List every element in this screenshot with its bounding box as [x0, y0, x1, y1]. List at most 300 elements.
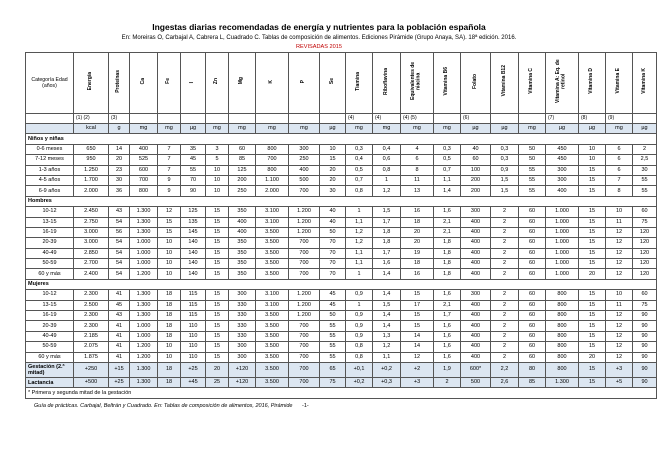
- column-header: [579, 53, 606, 114]
- table-cell: 8: [401, 165, 434, 175]
- table-cell: 800: [256, 144, 289, 154]
- table-cell: 14: [401, 342, 434, 352]
- column-header: [633, 53, 657, 114]
- table-cell: 54: [109, 238, 130, 248]
- table-cell: 1,7: [434, 311, 461, 321]
- section-header: Niños y niñas: [26, 134, 657, 144]
- table-cell: 1,1: [346, 217, 373, 227]
- table-cell: 60: [519, 352, 546, 362]
- table-cell: 2: [491, 238, 519, 248]
- table-cell: 40: [320, 217, 346, 227]
- footnote: * Primera y segunda mitad de la gestación: [26, 388, 657, 398]
- table-cell: 1.000: [546, 269, 579, 279]
- table-cell: 11: [606, 300, 633, 310]
- table-cell: 15: [206, 342, 229, 352]
- table-cell: 2,1: [434, 227, 461, 237]
- table-row: [26, 321, 657, 331]
- table-cell: 10: [320, 144, 346, 154]
- table-cell: 400: [461, 227, 491, 237]
- table-cell: +3: [401, 377, 434, 387]
- table-cell: 10: [206, 175, 229, 185]
- footer: [34, 403, 309, 409]
- table-cell: 2,1: [434, 217, 461, 227]
- table-cell: 85: [229, 155, 256, 165]
- table-cell: 1,1: [346, 248, 373, 258]
- table-cell: 1.200: [289, 217, 320, 227]
- table-cell: 1.000: [546, 259, 579, 269]
- column-header: [401, 53, 434, 114]
- table-cell: 80: [519, 362, 546, 377]
- table-cell: 300: [461, 290, 491, 300]
- table-cell: 15: [579, 321, 606, 331]
- table-cell: 1,8: [434, 238, 461, 248]
- table-cell: 400: [461, 269, 491, 279]
- table-cell: 400: [461, 248, 491, 258]
- table-cell: 300: [546, 175, 579, 185]
- table-cell: 10: [579, 144, 606, 154]
- table-cell: 2.450: [74, 207, 109, 217]
- table-cell: 9: [158, 186, 181, 196]
- table-cell: 35: [181, 144, 206, 154]
- table-cell: 70: [320, 269, 346, 279]
- table-cell: 3.100: [256, 207, 289, 217]
- table-cell: 15: [401, 321, 434, 331]
- row-label: 60 y más: [26, 269, 74, 279]
- column-header: [491, 53, 519, 114]
- table-cell: 0,9: [346, 290, 373, 300]
- table-cell: 330: [229, 331, 256, 341]
- table-cell: 90: [181, 186, 206, 196]
- table-cell: 54: [109, 217, 130, 227]
- note-cell: (3): [109, 114, 130, 124]
- column-header: [74, 53, 109, 114]
- table-cell: +45: [181, 377, 206, 387]
- table-cell: 3.500: [256, 342, 289, 352]
- unit-cell: mg: [434, 124, 461, 134]
- table-row: [26, 259, 657, 269]
- table-cell: 1.200: [130, 342, 158, 352]
- column-header-label: Fe: [165, 78, 172, 84]
- column-header-label: Vitamina D: [588, 68, 595, 94]
- table-cell: 70: [320, 248, 346, 258]
- table-cell: 0,9: [346, 311, 373, 321]
- table-cell: 15: [579, 342, 606, 352]
- table-cell: 2: [491, 311, 519, 321]
- table-cell: 90: [633, 342, 657, 352]
- table-cell: 1,2: [373, 342, 401, 352]
- table-cell: 350: [229, 207, 256, 217]
- table-cell: 1,8: [373, 238, 401, 248]
- table-cell: 41: [109, 290, 130, 300]
- table-cell: 90: [633, 352, 657, 362]
- table-cell: 1.000: [546, 227, 579, 237]
- table-cell: 60: [633, 207, 657, 217]
- table-cell: 2: [491, 269, 519, 279]
- table-cell: 1.000: [130, 259, 158, 269]
- table-cell: 90: [633, 321, 657, 331]
- units-spacer: [26, 124, 74, 134]
- table-cell: 15: [206, 217, 229, 227]
- table-cell: 2.700: [74, 259, 109, 269]
- table-cell: 400: [289, 165, 320, 175]
- table-cell: 15: [206, 311, 229, 321]
- table-cell: 15: [579, 217, 606, 227]
- table-cell: 55: [181, 165, 206, 175]
- category-header: Categoría Edad (años): [26, 53, 74, 114]
- table-cell: 15: [579, 300, 606, 310]
- table-cell: 6: [606, 144, 633, 154]
- table-cell: 60: [519, 238, 546, 248]
- row-label: 10-12: [26, 207, 74, 217]
- table-cell: 10: [606, 290, 633, 300]
- table-cell: 110: [181, 342, 206, 352]
- table-cell: 2,1: [434, 300, 461, 310]
- column-header-label: Vitamina E: [615, 68, 622, 94]
- table-cell: 54: [109, 259, 130, 269]
- table-cell: 700: [289, 342, 320, 352]
- table-cell: 700: [289, 352, 320, 362]
- table-cell: 0,9: [346, 321, 373, 331]
- table-cell: 90: [633, 331, 657, 341]
- table-row: [26, 144, 657, 154]
- table-cell: 200: [461, 186, 491, 196]
- notes-row: [26, 114, 657, 124]
- table-cell: 60: [461, 155, 491, 165]
- table-cell: 250: [289, 155, 320, 165]
- note-cell: [633, 114, 657, 124]
- table-cell: 3.100: [256, 217, 289, 227]
- table-cell: 10: [158, 259, 181, 269]
- table-cell: 15: [579, 311, 606, 321]
- table-cell: 2.400: [74, 269, 109, 279]
- table-cell: 1,7: [373, 217, 401, 227]
- table-row: [26, 269, 657, 279]
- table-cell: 1,8: [434, 259, 461, 269]
- table-cell: 2: [491, 342, 519, 352]
- table-cell: 15: [579, 259, 606, 269]
- table-cell: 800: [130, 186, 158, 196]
- table-cell: 700: [289, 238, 320, 248]
- row-label: 13-15: [26, 300, 74, 310]
- table-cell: 400: [461, 331, 491, 341]
- table-cell: 0,9: [346, 331, 373, 341]
- table-cell: 1,1: [346, 259, 373, 269]
- table-cell: +500: [74, 377, 109, 387]
- table-cell: 19: [401, 248, 434, 258]
- table-cell: 1,1: [373, 352, 401, 362]
- table-cell: 3.500: [256, 259, 289, 269]
- table-cell: 120: [633, 269, 657, 279]
- table-cell: 90: [633, 311, 657, 321]
- table-cell: 2,5: [633, 155, 657, 165]
- table-cell: 10: [158, 352, 181, 362]
- column-header-label: Energía: [87, 71, 94, 91]
- table-cell: 800: [546, 300, 579, 310]
- table-cell: 12: [158, 207, 181, 217]
- row-label: 16-19: [26, 311, 74, 321]
- table-cell: 1.100: [256, 175, 289, 185]
- table-cell: 40: [320, 207, 346, 217]
- section-header-row: [26, 196, 657, 206]
- table-cell: 60: [519, 300, 546, 310]
- table-cell: 120: [633, 248, 657, 258]
- note-cell: (4) (5): [401, 114, 434, 124]
- table-cell: 2: [491, 352, 519, 362]
- table-cell: 14: [401, 331, 434, 341]
- table-cell: 41: [109, 321, 130, 331]
- table-cell: 600*: [461, 362, 491, 377]
- table-cell: 11: [401, 175, 434, 185]
- table-cell: 1,4: [373, 290, 401, 300]
- note-cell: [289, 114, 320, 124]
- table-cell: 1,4: [373, 321, 401, 331]
- unit-cell: µg: [546, 124, 579, 134]
- table-cell: 0,5: [434, 155, 461, 165]
- table-cell: 15: [579, 186, 606, 196]
- table-cell: 15: [206, 269, 229, 279]
- table-cell: 1,2: [346, 238, 373, 248]
- table-cell: 45: [181, 155, 206, 165]
- unit-cell: µg: [320, 124, 346, 134]
- table-cell: 700: [130, 175, 158, 185]
- table-cell: 1.300: [546, 377, 579, 387]
- table-wrapper: [25, 52, 650, 399]
- note-cell: [130, 114, 158, 124]
- table-cell: 12: [606, 352, 633, 362]
- table-cell: 55: [519, 165, 546, 175]
- table-cell: 2: [491, 290, 519, 300]
- table-cell: 7: [606, 175, 633, 185]
- table-cell: 120: [633, 259, 657, 269]
- table-cell: 18: [401, 259, 434, 269]
- column-header-label: K: [268, 79, 275, 84]
- table-cell: 135: [181, 217, 206, 227]
- unit-cell: mg: [401, 124, 434, 134]
- table-cell: 1.000: [130, 331, 158, 341]
- table-cell: 0,9: [491, 165, 519, 175]
- table-cell: 140: [181, 259, 206, 269]
- table-cell: 20: [579, 352, 606, 362]
- table-cell: 140: [181, 269, 206, 279]
- table-cell: 300: [229, 290, 256, 300]
- table-cell: 36: [109, 186, 130, 196]
- table-cell: 1,4: [434, 186, 461, 196]
- column-header-label: Riboflavina: [382, 67, 389, 95]
- row-label: 16-19: [26, 227, 74, 237]
- table-cell: 70: [320, 259, 346, 269]
- table-cell: 15: [579, 377, 606, 387]
- unit-cell: µg: [579, 124, 606, 134]
- table-cell: 15: [579, 248, 606, 258]
- column-header: [130, 53, 158, 114]
- table-cell: 1.000: [130, 321, 158, 331]
- table-cell: 125: [229, 165, 256, 175]
- table-cell: 75: [320, 377, 346, 387]
- table-cell: 55: [320, 352, 346, 362]
- table-cell: 10: [206, 165, 229, 175]
- table-cell: 700: [289, 331, 320, 341]
- table-cell: 60: [519, 269, 546, 279]
- section-header-row: [26, 134, 657, 144]
- table-cell: 65: [320, 362, 346, 377]
- row-label: 40-49: [26, 331, 74, 341]
- table-cell: 20: [579, 269, 606, 279]
- table-cell: 1.300: [130, 311, 158, 321]
- table-cell: 1.875: [74, 352, 109, 362]
- table-cell: 55: [320, 321, 346, 331]
- unit-cell: mg: [130, 124, 158, 134]
- table-cell: 2.000: [74, 186, 109, 196]
- table-cell: 1.200: [289, 311, 320, 321]
- table-cell: 4: [401, 144, 434, 154]
- table-cell: 20: [206, 362, 229, 377]
- table-cell: 120: [633, 238, 657, 248]
- table-cell: 1,6: [373, 259, 401, 269]
- table-cell: 2.000: [256, 186, 289, 196]
- section-header: Mujeres: [26, 279, 657, 289]
- table-cell: 100: [461, 165, 491, 175]
- table-cell: 350: [229, 269, 256, 279]
- table-cell: 55: [519, 186, 546, 196]
- column-header: [346, 53, 373, 114]
- table-cell: 75: [633, 300, 657, 310]
- section-header-row: [26, 279, 657, 289]
- table-cell: 800: [546, 362, 579, 377]
- table-cell: 950: [74, 155, 109, 165]
- unit-cell: g: [109, 124, 130, 134]
- table-cell: 115: [181, 300, 206, 310]
- table-cell: 2.075: [74, 342, 109, 352]
- table-cell: 16: [401, 269, 434, 279]
- table-cell: 700: [256, 155, 289, 165]
- table-cell: 17: [401, 300, 434, 310]
- table-cell: 18: [158, 300, 181, 310]
- unit-cell: µg: [491, 124, 519, 134]
- unit-cell: mg: [606, 124, 633, 134]
- table-cell: 700: [289, 362, 320, 377]
- table-cell: 50: [320, 227, 346, 237]
- table-cell: 10: [206, 186, 229, 196]
- table-cell: 55: [633, 186, 657, 196]
- table-cell: 1,7: [373, 248, 401, 258]
- table-cell: 12: [606, 311, 633, 321]
- table-cell: 10: [579, 155, 606, 165]
- table-cell: 15: [579, 331, 606, 341]
- row-label: 7-12 meses: [26, 155, 74, 165]
- table-cell: 55: [320, 342, 346, 352]
- table-cell: 400: [229, 227, 256, 237]
- table-cell: 3.000: [74, 227, 109, 237]
- table-cell: 60: [633, 290, 657, 300]
- table-cell: 15: [579, 362, 606, 377]
- table-cell: 400: [461, 217, 491, 227]
- table-cell: 1.000: [546, 248, 579, 258]
- table-cell: 700: [289, 186, 320, 196]
- table-cell: 300: [229, 352, 256, 362]
- table-cell: 0,3: [491, 144, 519, 154]
- table-cell: 800: [546, 352, 579, 362]
- table-cell: 15: [579, 175, 606, 185]
- table-cell: 800: [546, 290, 579, 300]
- table-cell: 15: [579, 165, 606, 175]
- table-cell: 5: [206, 155, 229, 165]
- column-header-label: Proteínas: [115, 69, 122, 93]
- table-cell: 125: [181, 207, 206, 217]
- note-cell: (6): [461, 114, 491, 124]
- table-row: [26, 186, 657, 196]
- unit-cell: mg: [158, 124, 181, 134]
- column-header-label: Vitamina B6: [443, 66, 450, 96]
- column-header-label: Mg: [238, 77, 245, 85]
- column-header-label: Vitamina K: [640, 68, 647, 94]
- table-cell: 800: [546, 342, 579, 352]
- table-cell: 2.500: [74, 300, 109, 310]
- table-cell: 2: [491, 300, 519, 310]
- table-cell: 700: [289, 259, 320, 269]
- table-cell: 2: [633, 144, 657, 154]
- row-label: 20-39: [26, 238, 74, 248]
- table-cell: 15: [206, 227, 229, 237]
- table-cell: 1: [346, 300, 373, 310]
- table-cell: 2.850: [74, 248, 109, 258]
- table-cell: 1,8: [434, 269, 461, 279]
- table-cell: 1.000: [546, 207, 579, 217]
- page-title: Ingestas diarias recomendadas de energía y nutrientes para la población española: [152, 22, 486, 32]
- table-cell: 1: [346, 269, 373, 279]
- note-cell: (8): [579, 114, 606, 124]
- table-cell: 330: [229, 311, 256, 321]
- table-cell: 15: [206, 321, 229, 331]
- column-header: [519, 53, 546, 114]
- table-cell: +250: [74, 362, 109, 377]
- table-cell: 3.500: [256, 238, 289, 248]
- column-header: [546, 53, 579, 114]
- table-cell: 6: [606, 165, 633, 175]
- table-cell: 450: [546, 155, 579, 165]
- table-cell: 650: [74, 144, 109, 154]
- notes-spacer: [26, 114, 74, 124]
- table-cell: 2: [491, 331, 519, 341]
- table-cell: 400: [461, 321, 491, 331]
- table-cell: 18: [158, 311, 181, 321]
- table-cell: 1.200: [289, 300, 320, 310]
- table-cell: 0,4: [373, 144, 401, 154]
- table-cell: +5: [606, 377, 633, 387]
- column-header-label: Se: [328, 77, 335, 85]
- table-cell: 10: [158, 238, 181, 248]
- table-cell: 0,7: [346, 175, 373, 185]
- table-cell: 60: [229, 144, 256, 154]
- table-cell: 16: [401, 207, 434, 217]
- table-cell: 15: [579, 227, 606, 237]
- table-cell: 1.000: [546, 238, 579, 248]
- table-row: [26, 155, 657, 165]
- table-cell: 70: [320, 238, 346, 248]
- table-cell: 110: [181, 352, 206, 362]
- table-cell: 12: [606, 227, 633, 237]
- table-cell: 800: [546, 331, 579, 341]
- table-cell: 500: [289, 175, 320, 185]
- footer-text: Guía de prácticas. Carbajal, Beltrán y Cuadrado. En: Tablas de composición de alimentos, 2016, Pirámide: [34, 403, 293, 409]
- table-cell: 1.300: [130, 207, 158, 217]
- table-cell: 300: [546, 165, 579, 175]
- table-cell: 10: [158, 248, 181, 258]
- table-cell: 18: [401, 217, 434, 227]
- table-cell: 1.300: [130, 362, 158, 377]
- table-cell: 60: [519, 321, 546, 331]
- note-cell: [491, 114, 519, 124]
- table-cell: 54: [109, 269, 130, 279]
